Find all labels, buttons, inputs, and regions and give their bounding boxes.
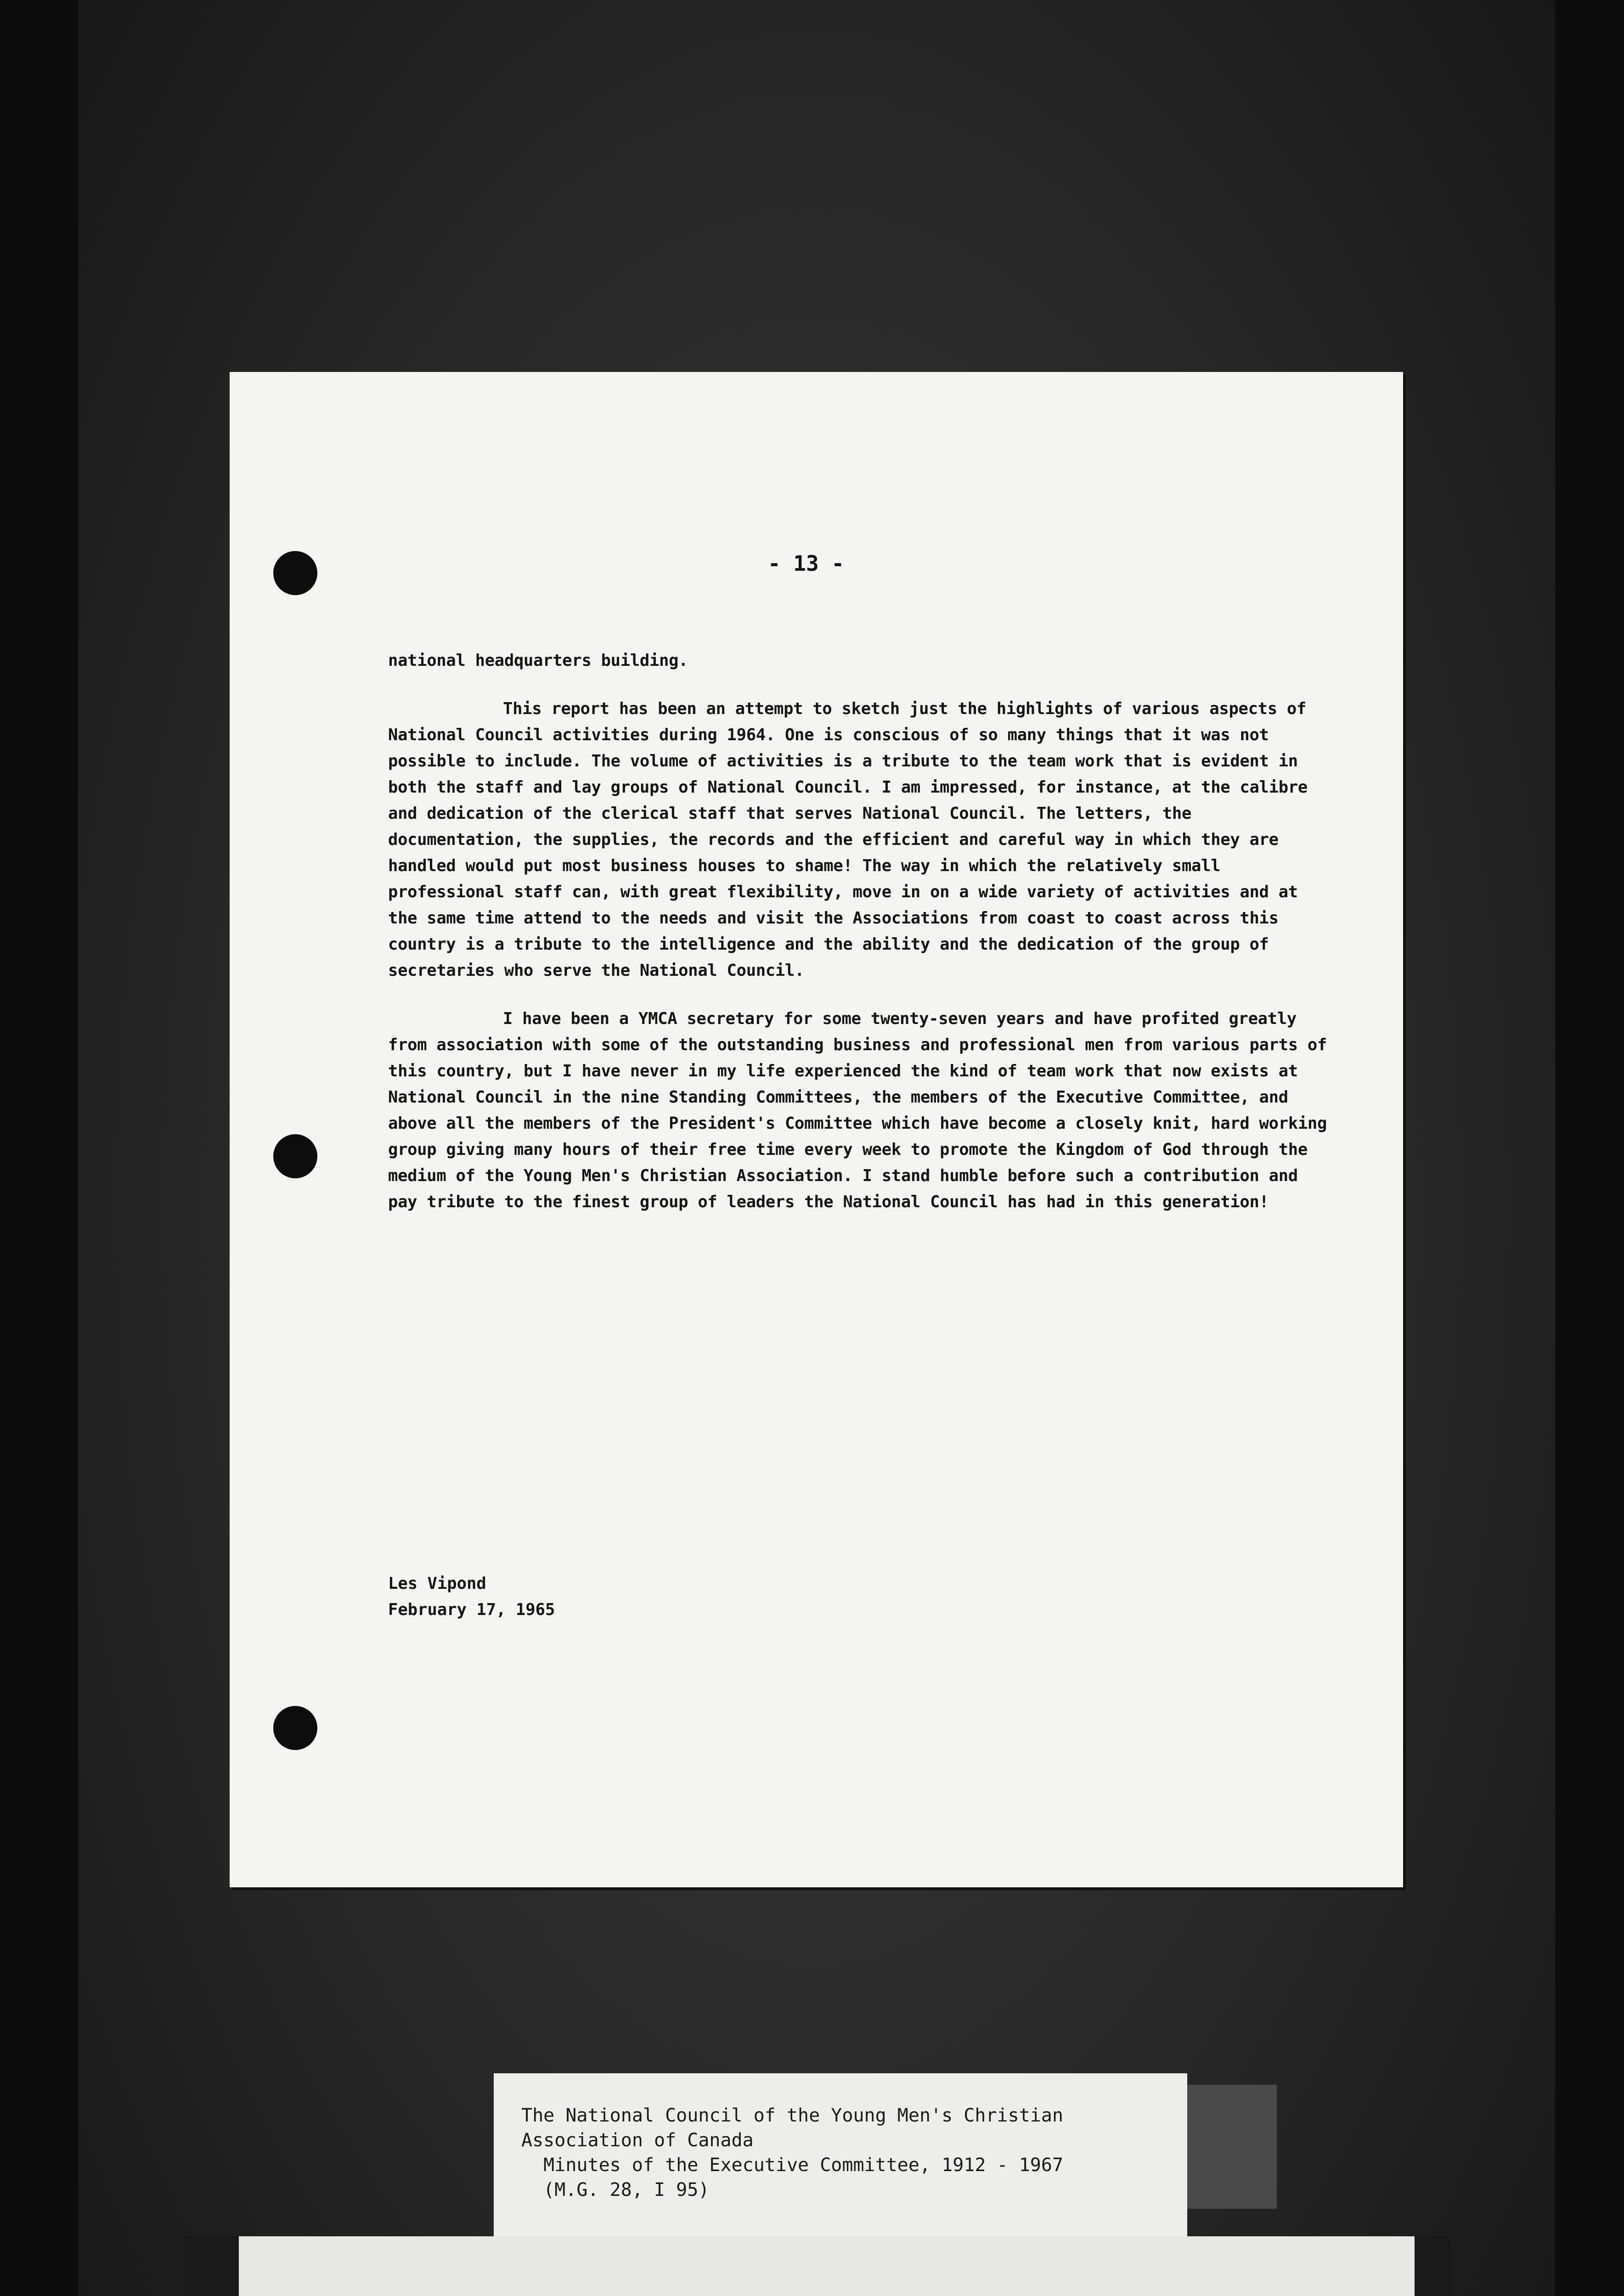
label-line-1: The National Council of the Young Men's Christian (521, 2105, 1064, 2126)
collection-label-text (521, 2103, 1063, 2202)
punch-hole-bottom (273, 1706, 317, 1750)
archives-board (184, 2236, 1451, 2296)
signature-name: Les Vipond (388, 1574, 486, 1593)
paragraph-3: I have been a YMCA secretary for some twenty-seven years and have profited greatly from association with some of the outstanding business and professional men from various parts of this country, but I have never in my life experienced the kind of team work that now exists at National Council in the nine Standing Committees, the members of the Executive Committee, and above all the members of the President's Committee which have become a closely knit, hard working group giving many hours of their free time every week to promote the Kingdom of God through the medium of the Young Men's Christian Association. I stand humble before such a contribution and pay tribute to the finest group of leaders the National Council has had in this generation! (388, 1009, 1327, 1211)
document-page (230, 372, 1403, 1887)
page-number: - 13 - (767, 551, 845, 576)
paragraph-2: This report has been an attempt to sketch just the highlights of various aspects of National Council activities during 1964. One is conscious of so many things that it was not possible to include. The volume of activities is a tribute to the team work that is evident in both the staff and lay groups of National Council. I am impressed, for instance, at the calibre and dedication of the clerical staff that serves National Council. The letters, the documentation, the supplies, the records and the efficient and careful way in which they are handled would put most business houses to shame! The way in which the relatively small professional staff can, with great flexibility, move in on a wide variety of activities and at the same time attend to the needs and visit the Associations from coast to coast across this country is a tribute to the intelligence and the ability and the dedication of the group of secretaries who serve the National Council. (388, 699, 1308, 980)
tape-strip (1176, 2085, 1277, 2209)
signature-block (388, 1570, 555, 1623)
label-line-4: (M.G. 28, I 95) (521, 2179, 710, 2200)
label-line-3: Minutes of the Executive Committee, 1912 - 1967 (521, 2155, 1064, 2176)
report-body (388, 647, 1334, 1237)
paragraph-1: national headquarters building. (388, 651, 688, 670)
punch-hole-top (273, 551, 317, 595)
punch-hole-middle (273, 1134, 317, 1178)
film-edge-right (1555, 0, 1624, 2296)
film-edge-left (0, 0, 78, 2296)
signature-date: February 17, 1965 (388, 1600, 555, 1619)
label-line-2: Association of Canada (521, 2130, 754, 2151)
